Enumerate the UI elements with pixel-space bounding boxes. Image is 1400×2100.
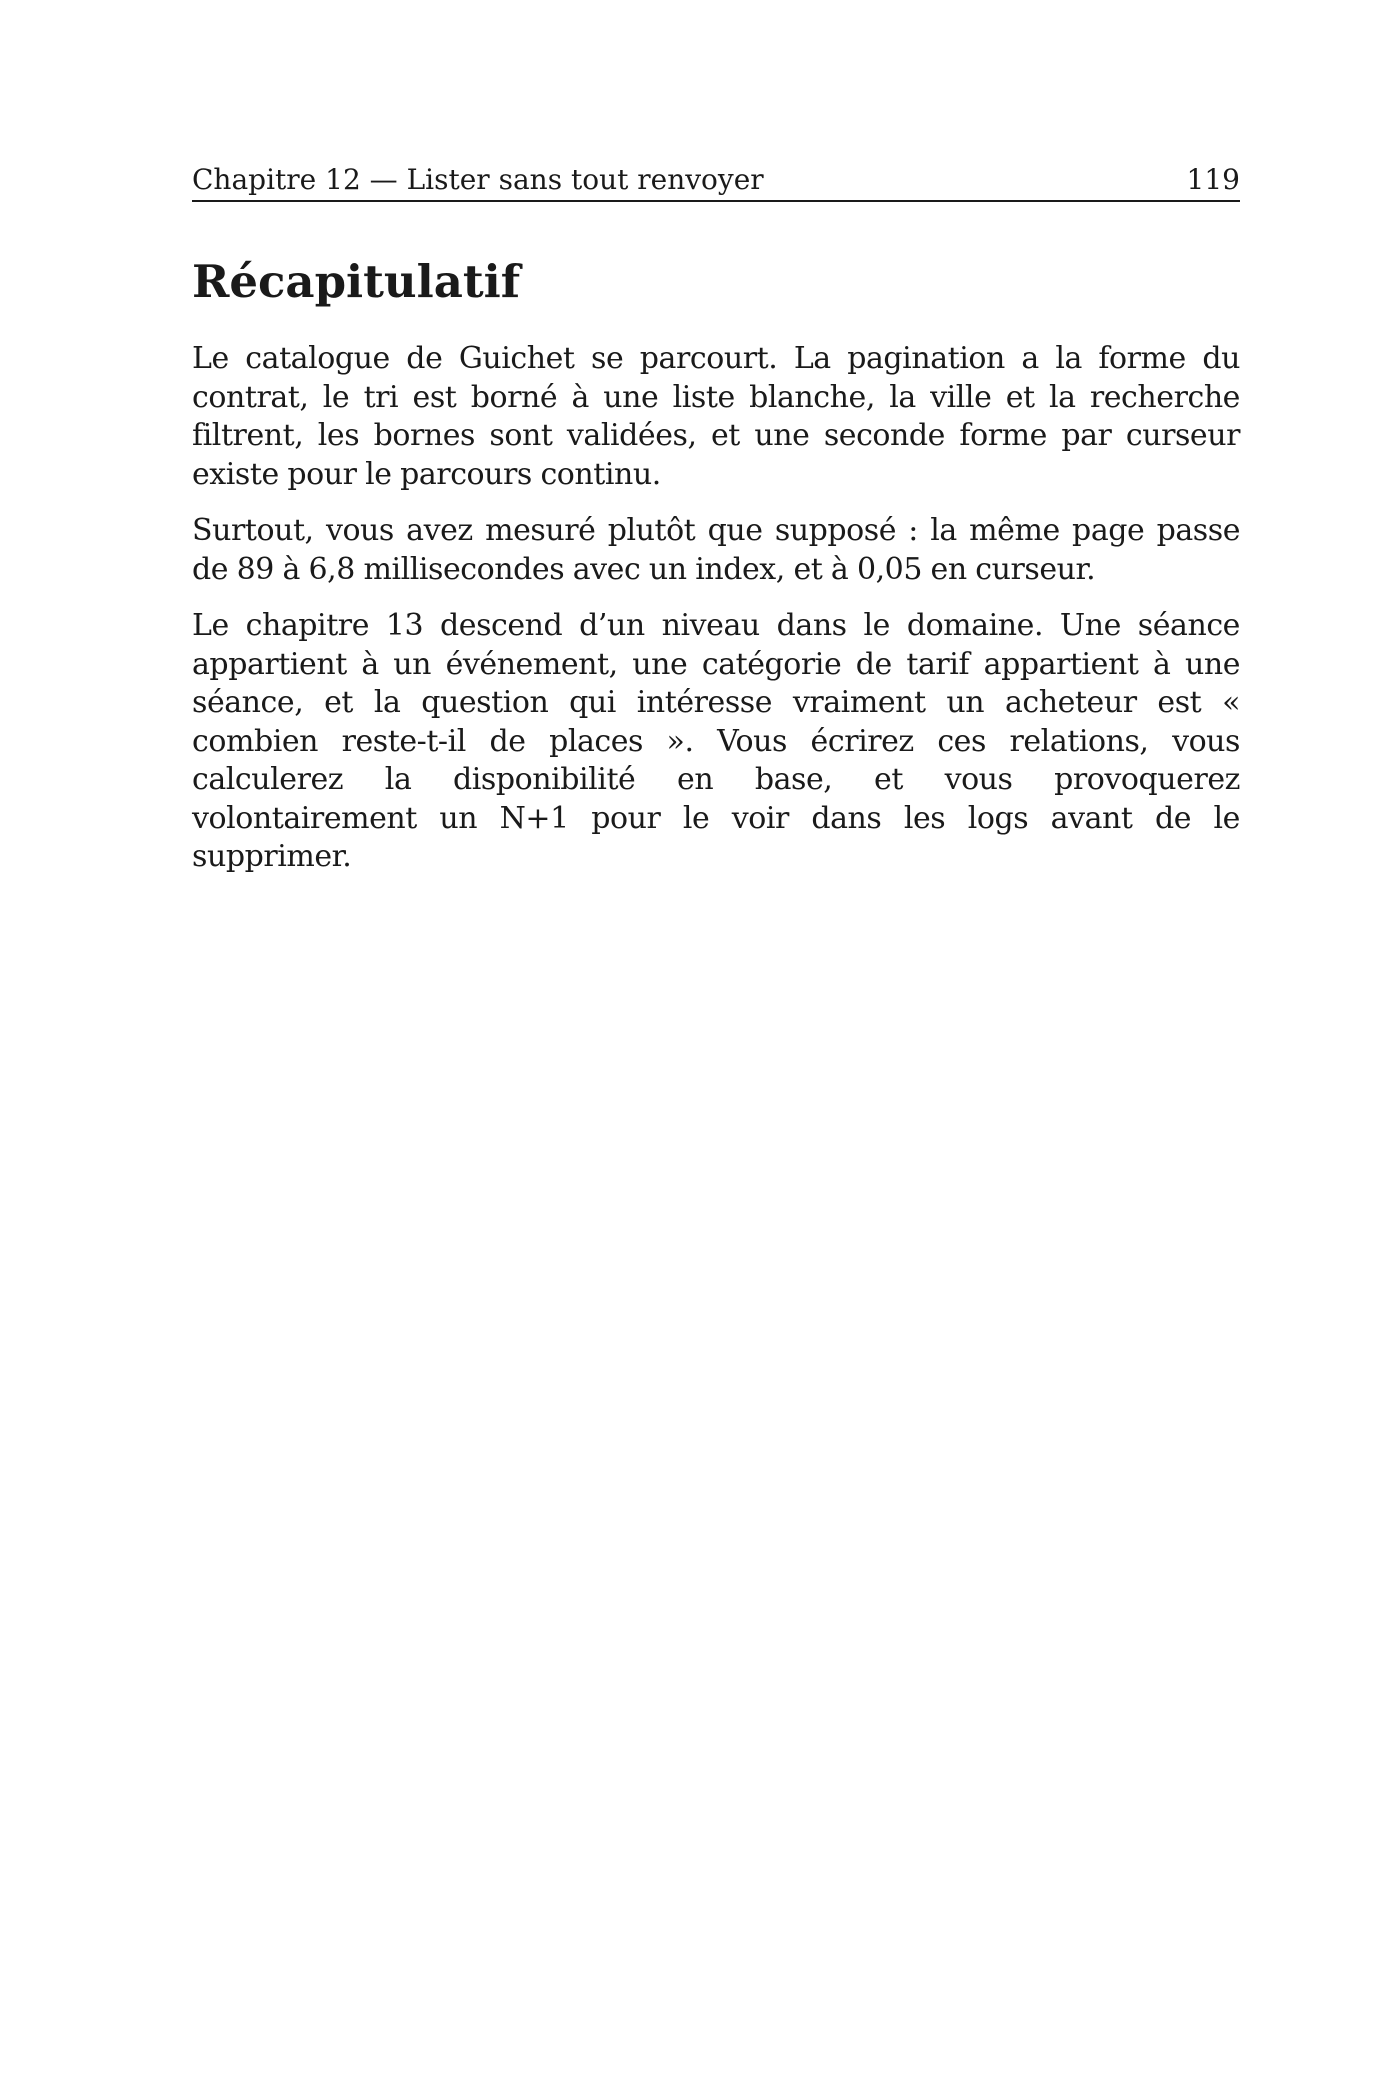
document-page [192, 160, 1240, 895]
paragraph: Le chapitre 13 descend d’un niveau dans le domaine. Une séance appartient à un événement, une catégorie de tarif appartient à une séance, et la question qui intéresse vraiment un acheteur est « combien reste-t-il de places ». Vous écrirez ces relations, vous calculerez la disponibilité en base, et vous provoquerez volontairement un N+1 pour le voir dans les logs avant de le supprimer. [192, 608, 1240, 874]
paragraph: Le catalogue de Guichet se parcourt. La pagination a la forme du contrat, le tri est borné à une liste blanche, la ville et la recherche filtrent, les bornes sont validées, et une seconde forme par curseur existe pour le parcours continu. [192, 341, 1240, 492]
section-title: Récapitulatif [192, 255, 521, 308]
running-title: Chapitre 12 — Lister sans tout renvoyer [192, 163, 764, 196]
paragraph: Surtout, vous avez mesuré plutôt que supposé : la même page passe de 89 à 6,8 millisecondes avec un index, et à 0,05 en curseur. [192, 513, 1240, 587]
running-header [192, 160, 1240, 202]
page-number: 119 [1186, 163, 1240, 196]
body-text [192, 340, 1240, 877]
